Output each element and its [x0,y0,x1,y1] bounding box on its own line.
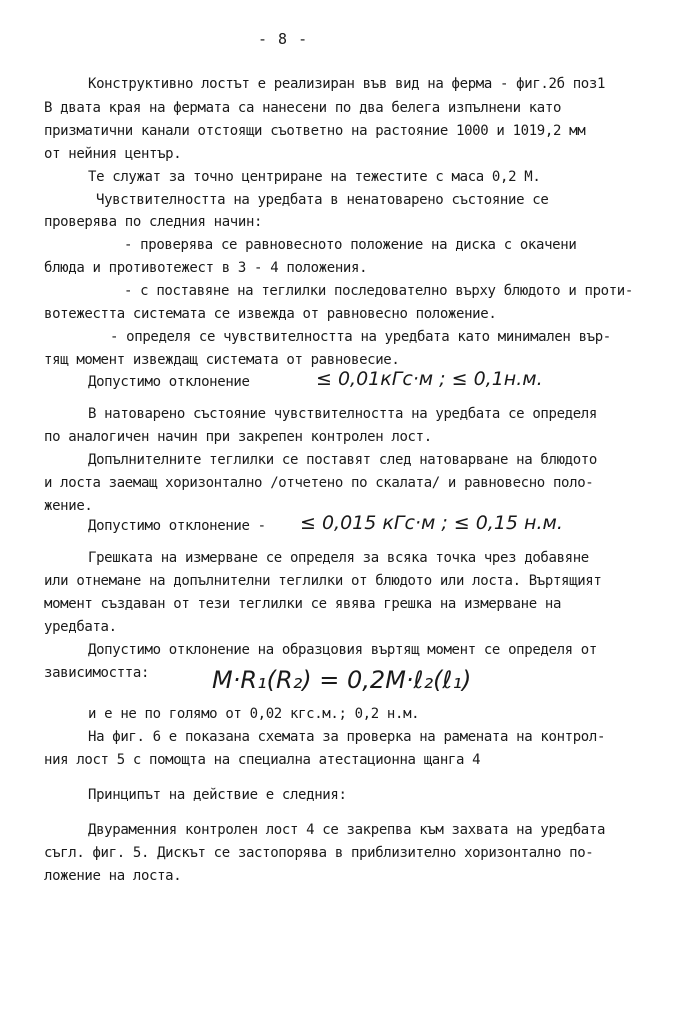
text-line: Допълнителните теглилки се поставят след натоварване на блюдото [88,452,597,468]
text-line: - определя се чувствителността на уредбата като минимален вър- [110,329,611,345]
text-line: ния лост 5 с помощта на специална атестационна щанга 4 [44,752,481,768]
text-line: или отнемане на допълнителни теглилки от блюдото или лоста. Въртящият [44,573,602,589]
text-line: по аналогичен начин при закрепен контролен лост. [44,429,432,445]
text-line: съгл. фиг. 5. Дискът се застопорява в приблизително хоризонтално по- [44,845,594,861]
text-line: Двураменния контролен лост 4 се закрепва към захвата на уредбата [88,822,606,838]
text-line: жение. [44,498,93,514]
text-line: На фиг. 6 е показана схемата за проверка на рамената на контрол- [88,729,606,745]
text-line: Чувствителността на уредбата в ненатоварено състояние се [96,192,549,208]
tolerance-value-handwritten: ≤ 0,01кГс·м ; ≤ 0,1н.м. [316,368,543,390]
text-line: ложение на лоста. [44,868,182,884]
text-line: В двата края на фермата са нанесени по два белега изпълнени като [44,100,562,116]
tolerance-value-handwritten: ≤ 0,015 кГс·м ; ≤ 0,15 н.м. [300,512,563,534]
text-line: момент създаван от тези теглилки се явява грешка на измерване на [44,596,562,612]
text-line: призматични канали отстоящи съответно на растояние 1000 и 1019,2 мм [44,123,586,139]
text-line: Допустимо отклонение на образцовия въртящ момент се определя от [88,642,597,658]
text-line: Принципът на действие е следния: [88,787,347,803]
text-line: уредбата. [44,619,117,635]
text-line: - проверява се равновесното положение на диска с окачени [124,237,577,253]
text-line: и лоста заемащ хоризонтално /отчетено по скалата/ и равновесно поло- [44,475,594,491]
handwritten-formula: M·R₁(R₂) = 0,2M·ℓ₂(ℓ₁) [212,666,472,694]
text-line: Грешката на измерване се определя за всяка точка чрез добавяне [88,550,589,566]
text-line: блюда и противотежест в 3 - 4 положения. [44,260,368,276]
text-line: Те служат за точно центриране на тежестите с маса 0,2 М. [88,169,541,185]
text-line: - с поставяне на теглилки последователно върху блюдото и проти- [124,283,633,299]
text-line: зависимостта: [44,665,150,681]
text-line: проверява по следния начин: [44,214,263,230]
text-line: В натоварено състояние чувствителността на уредбата се определя [88,406,597,422]
tolerance-label: Допустимо отклонение [88,374,250,390]
page-number: - 8 - [258,30,309,48]
text-line: Конструктивно лостът е реализиран във вид на ферма - фиг.2б поз1 [88,76,606,92]
text-line: от нейния център. [44,146,182,162]
text-line: и е не по голямо от 0,02 кгс.м.; 0,2 н.м. [88,706,420,722]
text-line: тящ момент извеждащ системата от равновесие. [44,352,400,368]
tolerance-label: Допустимо отклонение - [88,518,266,534]
text-line: вотежестта системата се извежда от равновесно положение. [44,306,497,322]
